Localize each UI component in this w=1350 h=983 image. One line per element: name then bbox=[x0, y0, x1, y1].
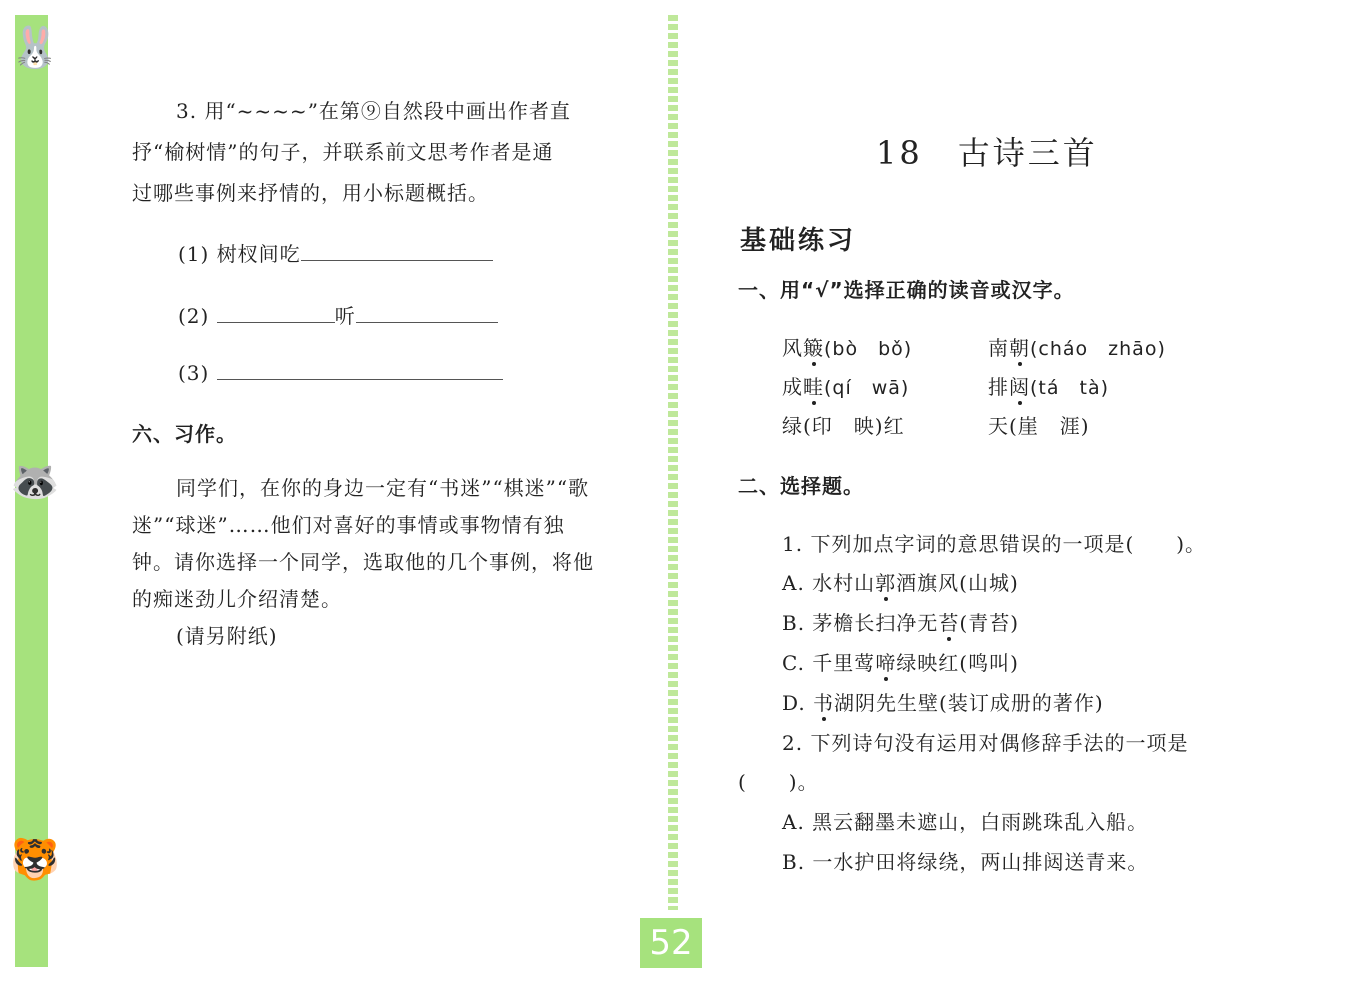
question-2-line-2[interactable]: ( )。 bbox=[738, 770, 819, 794]
q3-line-2: 抒“榆树情”的句子，并联系前文思考作者是通 bbox=[132, 140, 554, 164]
essay-line-2: 迷”“球迷”……他们对喜好的事情或事物情有独 bbox=[132, 513, 565, 537]
q1-option-b-dot: 苔 bbox=[938, 611, 960, 635]
lesson-title: 18 古诗三首 bbox=[876, 134, 1098, 172]
answer-blank-2b[interactable] bbox=[356, 304, 498, 323]
q1-option-d-pre: D. bbox=[782, 691, 814, 715]
pinyin-item-2-choices[interactable]: (cháo zhāo) bbox=[1030, 338, 1166, 360]
q1-option-b-post: (青苔) bbox=[959, 611, 1020, 635]
hanzi-item-1[interactable]: 绿(印 映)红 bbox=[782, 414, 905, 438]
sub-question-2-mid: 听 bbox=[334, 304, 356, 328]
q1-option-b-pre: B. 茅檐长扫净无 bbox=[782, 611, 939, 635]
pinyin-item-3-prefix: 成 bbox=[782, 375, 803, 399]
sub-question-2-label: (2) bbox=[178, 304, 210, 328]
pinyin-item-3-choices[interactable]: (qí wā) bbox=[824, 377, 910, 399]
sub-question-3 bbox=[178, 361, 503, 385]
pinyin-item-3-target: 畦 bbox=[803, 375, 824, 399]
pinyin-item-4 bbox=[988, 371, 1109, 400]
sub-question-3-label: (3) bbox=[178, 361, 210, 385]
section-title: 基础练习 bbox=[740, 226, 857, 256]
answer-blank-2a[interactable] bbox=[217, 304, 335, 323]
sub-question-2 bbox=[178, 300, 498, 329]
q1-option-c-dot: 啼 bbox=[875, 651, 897, 675]
q1-option-c[interactable] bbox=[782, 647, 1019, 676]
q3-line-3: 过哪些事例来抒情的，用小标题概括。 bbox=[132, 181, 489, 205]
part-1-heading: 一、用“√”选择正确的读音或汉字。 bbox=[738, 278, 1075, 302]
part-2-heading: 二、选择题。 bbox=[738, 474, 864, 498]
q3-line-1: 3. 用“~~~~”在第⑨自然段中画出作者直 bbox=[176, 99, 571, 123]
essay-note: (请另附纸) bbox=[176, 624, 278, 648]
sub-question-1-label: (1) 树杈间吃 bbox=[178, 242, 301, 266]
pinyin-item-2-target: 朝 bbox=[1009, 336, 1030, 360]
essay-line-3: 钟。请你选择一个同学，选取他的几个事例，将他 bbox=[132, 550, 594, 574]
q1-option-c-pre: C. 千里莺 bbox=[782, 651, 876, 675]
q1-option-b[interactable] bbox=[782, 607, 1019, 636]
question-1: 1. 下列加点字词的意思错误的一项是( )。 bbox=[782, 532, 1207, 556]
raccoon-icon: 🦝 bbox=[10, 459, 60, 505]
tiger-icon: 🐯 bbox=[10, 837, 60, 883]
q1-option-a-dot: 郭 bbox=[875, 571, 897, 595]
page-spine bbox=[668, 15, 678, 910]
answer-blank-1[interactable] bbox=[301, 242, 493, 261]
pinyin-item-4-choices[interactable]: (tá tà) bbox=[1030, 377, 1110, 399]
essay-line-1: 同学们，在你的身边一定有“书迷”“棋迷”“歌 bbox=[176, 476, 590, 500]
q1-option-a-pre: A. 水村山 bbox=[782, 571, 876, 595]
rabbit-icon: 🐰 bbox=[10, 25, 60, 71]
answer-blank-3[interactable] bbox=[217, 361, 503, 380]
q1-option-d[interactable] bbox=[782, 687, 1104, 716]
q2-option-a[interactable]: A. 黑云翻墨未遮山，白雨跳珠乱入船。 bbox=[782, 810, 1149, 834]
pinyin-item-1-choices[interactable]: (bò bǒ) bbox=[824, 338, 913, 360]
pinyin-item-1-target: 簸 bbox=[803, 336, 824, 360]
q1-option-a-post: 酒旗风(山城) bbox=[896, 571, 1019, 595]
pinyin-item-4-prefix: 排 bbox=[988, 375, 1009, 399]
essay-line-4: 的痴迷劲儿介绍清楚。 bbox=[132, 587, 342, 611]
pinyin-item-1-prefix: 风 bbox=[782, 336, 803, 360]
pinyin-item-3 bbox=[782, 371, 909, 400]
q2-option-b[interactable]: B. 一水护田将绿绕，两山排闼送青来。 bbox=[782, 850, 1149, 874]
question-2-line-1: 2. 下列诗句没有运用对偶修辞手法的一项是 bbox=[782, 731, 1189, 755]
q1-option-c-post: 绿映红(鸣叫) bbox=[896, 651, 1019, 675]
q1-option-d-post: 湖阴先生壁(装订成册的著作) bbox=[834, 691, 1104, 715]
q1-option-a[interactable] bbox=[782, 567, 1019, 596]
pinyin-item-2 bbox=[988, 332, 1166, 361]
part-6-heading: 六、习作。 bbox=[132, 422, 237, 446]
pinyin-item-1 bbox=[782, 332, 912, 361]
pinyin-item-4-target: 闼 bbox=[1009, 375, 1030, 399]
page-number: 52 bbox=[640, 918, 702, 968]
sub-question-1 bbox=[178, 238, 493, 267]
hanzi-item-2[interactable]: 天(崖 涯) bbox=[988, 414, 1090, 438]
pinyin-item-2-prefix: 南 bbox=[988, 336, 1009, 360]
q1-option-d-dot: 书 bbox=[813, 691, 835, 715]
